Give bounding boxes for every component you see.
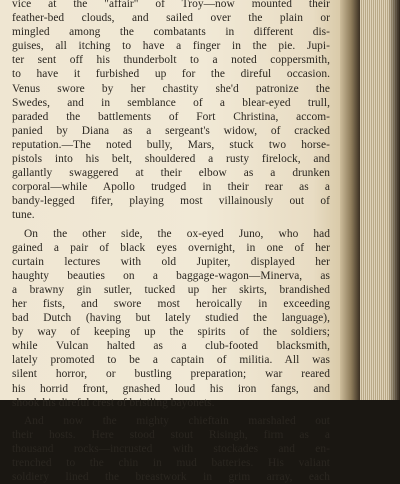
- text-line: paraded the battlements of Fort Christina, accom-: [12, 110, 330, 123]
- text-line: soldiery lined the breastwork in grim array, each: [12, 471, 330, 484]
- paragraph-2: [12, 227, 330, 410]
- text-line: his horrid front, gnashed loud his iron fangs, and: [12, 382, 330, 395]
- paragraph-3: [12, 414, 330, 484]
- text-line: gallantly swaggered at their elbow as a drunken: [12, 167, 330, 180]
- text-line: haughty beauties on a baggage-wagon—Minerva, as: [12, 269, 330, 282]
- paragraph-1: [12, 0, 330, 223]
- text-line: curtain lectures with old Jupiter, displayed her: [12, 255, 330, 268]
- text-line: by way of keeping up the spirits of the soldiers;: [12, 326, 330, 339]
- text-line: feather-bed clouds, and sailed over the plain or: [12, 12, 330, 25]
- text-line: to have it furbished up for the direful occasion.: [12, 68, 330, 81]
- text-line: And now the mighty chieftain marshaled out: [24, 414, 330, 427]
- text-line: while Vulcan halted as a club-footed blacksmith,: [12, 340, 330, 353]
- text-line: ter sent off his thunderbolt to a noted coppersmith,: [12, 54, 330, 67]
- text-line: mingled among the combatants in different dis-: [12, 26, 330, 39]
- text-line: pistols into his belt, shouldered a rusty firelock, and: [12, 153, 330, 166]
- page-edges: [360, 0, 400, 400]
- text-line: Swedes, and in semblance of a blear-eyed trull,: [12, 96, 330, 109]
- text-line: On the other side, the ox-eyed Juno, who had: [24, 227, 330, 240]
- text-line: trenched to the chin in mud batteries. His valiant: [12, 457, 330, 469]
- text-line: corporal—while Apollo trudged in their rear as a: [12, 181, 330, 194]
- text-line: reputation.—The noted bully, Mars, stuck two horse-: [12, 138, 330, 151]
- text-line: lately promoted to be a captain of militia. All was: [12, 354, 330, 367]
- text-line: a brawny gin sutler, tucked up her skirts, brandished: [12, 283, 330, 296]
- text-line: Venus swore by her chastity she'd patronize the: [12, 82, 330, 95]
- text-line: guises, all itching to have a finger in the pie. Jupi-: [12, 40, 330, 53]
- text-line: bandy-legged fifer, playing most villainously out of: [12, 195, 330, 208]
- text-line: their hosts. Here stood stout Risingh, firm as a: [12, 428, 330, 441]
- text-line: bad Dutch (having but lately studied the language),: [12, 312, 330, 325]
- text-line: thousand rocks—incrusted with stockades and en-: [12, 442, 330, 455]
- text-line: gained a pair of black eyes overnight, in one of her: [12, 241, 330, 254]
- text-line: shook his direful crest of bristling bayonets.: [12, 396, 215, 409]
- page-text: [12, 0, 330, 484]
- text-line: her fists, and swore most heroically in exceeding: [12, 297, 330, 310]
- text-line: vice at the "affair" of Troy—now mounted their: [12, 0, 330, 10]
- text-line: panied by Diana as a sergeant's widow, of cracked: [12, 124, 330, 137]
- text-line: silent horror, or bustling preparation; war reared: [12, 368, 330, 381]
- text-line: tune.: [12, 209, 35, 222]
- book-gutter: [340, 0, 360, 400]
